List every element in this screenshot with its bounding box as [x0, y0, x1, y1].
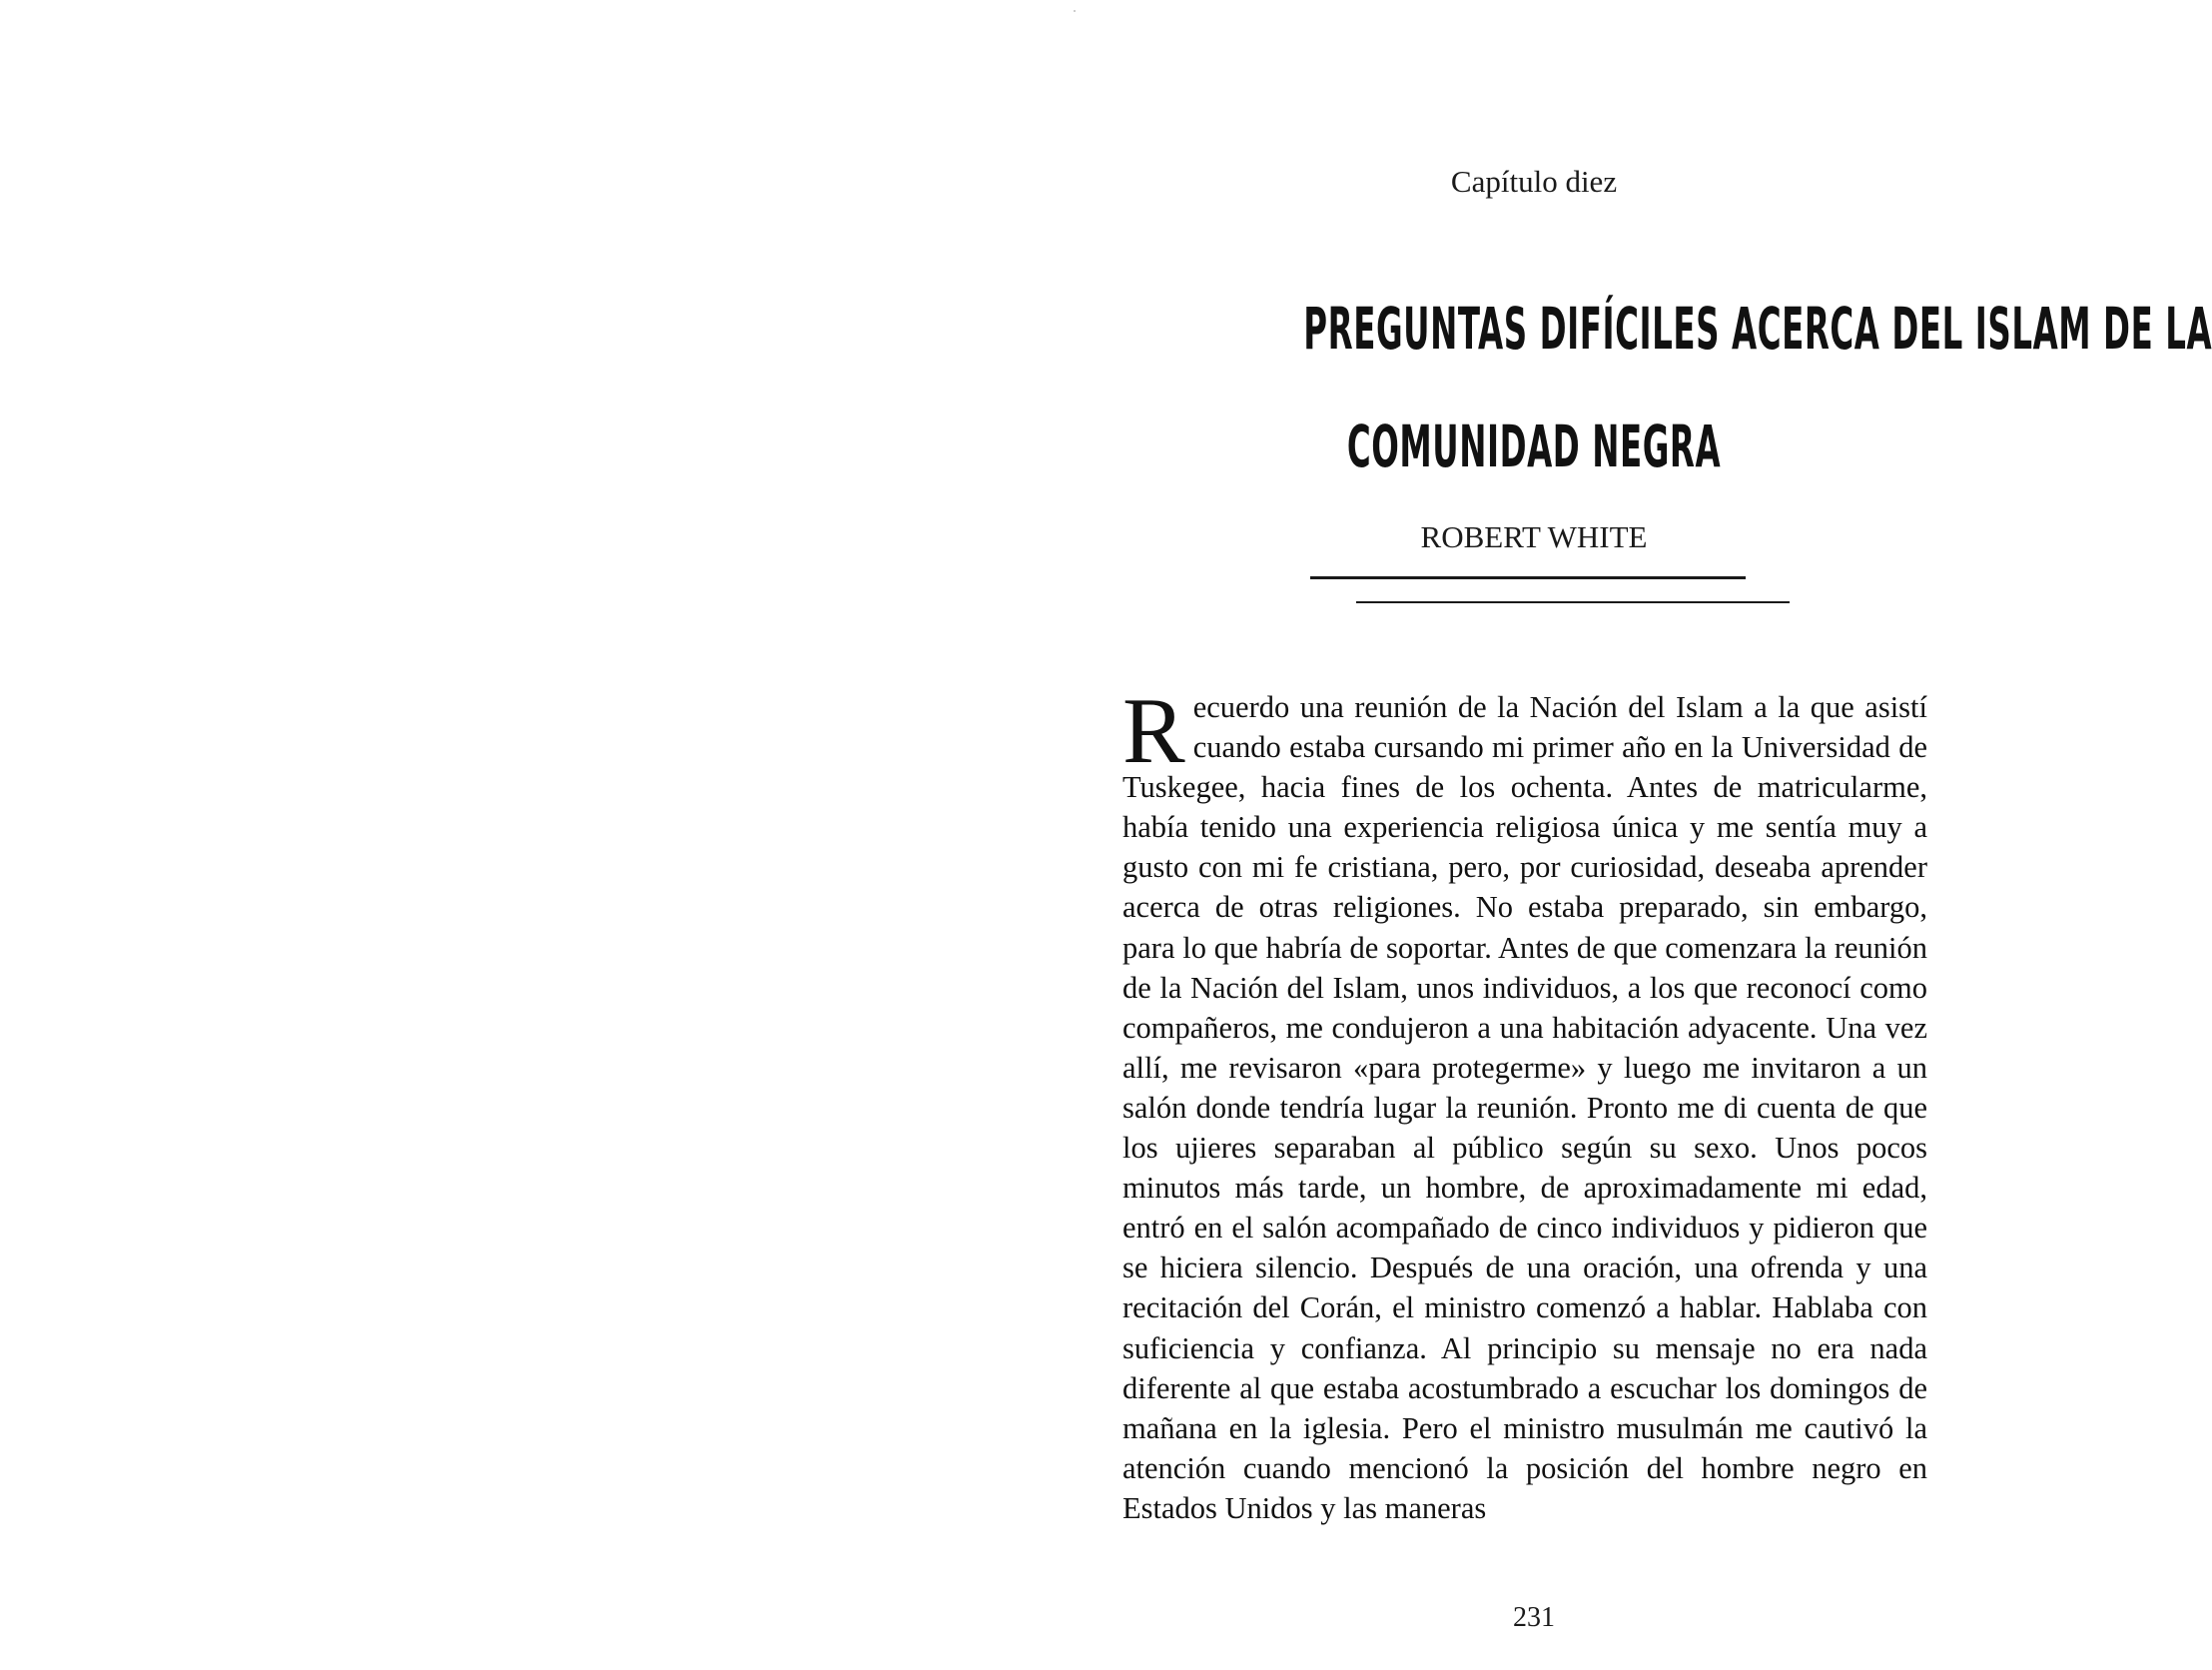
chapter-title-line-1: PREGUNTAS DIFÍCILES ACERCA DEL ISLAM DE LA — [1303, 295, 2212, 363]
chapter-title-line-2: COMUNIDAD NEGRA — [1346, 413, 1722, 480]
body-paragraph — [1122, 679, 1927, 1528]
right-page — [1122, 0, 2212, 1670]
drop-cap: R — [1122, 679, 1185, 783]
chapter-title — [1303, 270, 2212, 505]
page-number: 231 — [1513, 1602, 1555, 1633]
chapter-label: Capítulo diez — [1450, 164, 1618, 199]
title-rule-upper — [1310, 576, 1746, 579]
left-page-blank — [0, 0, 1023, 1670]
chapter-author: ROBERT WHITE — [1420, 519, 1648, 554]
title-rule-lower — [1356, 601, 1790, 603]
dust-speck — [1074, 10, 1076, 12]
body-paragraph-text: ecuerdo una reunión de la Nación del Islam a la que asistí cuando estaba cursando mi primer año en la Universidad de Tuskegee, hacia fines de los ochenta. Antes de matricularme, había tenido una experiencia religiosa única y me sentía muy a gusto con mi fe cristiana, pero, por curiosidad, deseaba aprender acerca de otras religiones. No estaba preparado, sin embargo, para lo que habría de soportar. Antes de que comenzara la reunión de la Nación del Islam, unos individuos, a los que reconocí como compañeros, me condujeron a una habitación adyacente. Una vez allí, me revisaron «para protegerme» y luego me invitaron a un salón donde tendría lugar la reunión. Pronto me di cuenta de que los ujieres separaban al público según su sexo. Unos pocos minutos más tarde, un hombre, de aproximadamente mi edad, entró en el salón acompañado de cinco individuos y pidieron que se hiciera silencio. Después de una oración, una ofrenda y una recitación del Corán, el ministro comenzó a hablar. Hablaba con suficiencia y confianza. Al principio su mensaje no era nada diferente al que estaba acostumbrado a escuchar los domingos de mañana en la iglesia. Pero el ministro musulmán me cautivó la atención cuando mencionó la posición del hombre negro en Estados Unidos y las maneras — [1122, 690, 1927, 1525]
